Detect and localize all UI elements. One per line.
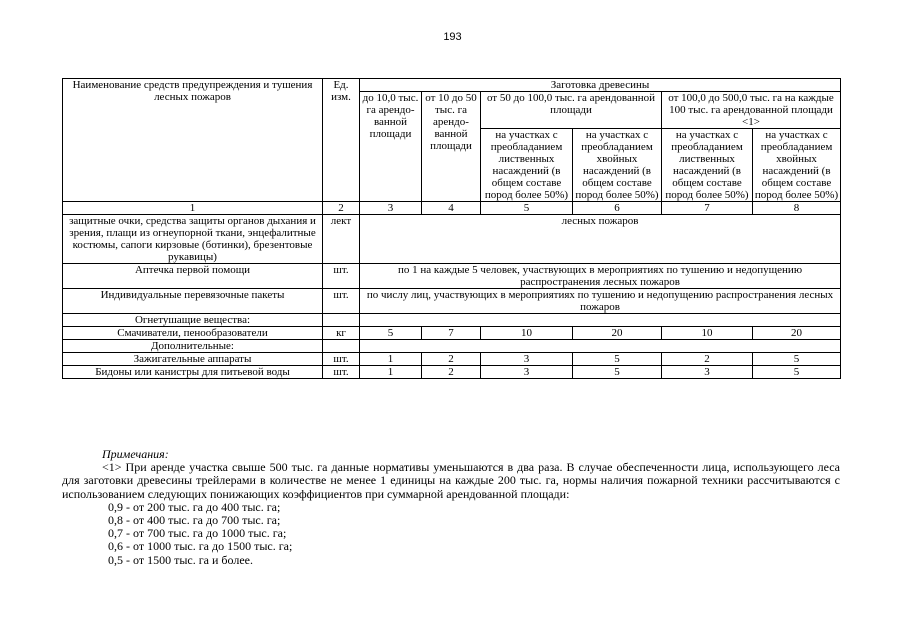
table-row: [63, 314, 841, 327]
table-row: [63, 264, 841, 289]
coefficient-item: 0,6 - от 1000 тыс. га до 1500 тыс. га;: [108, 539, 293, 554]
row-name: Зажигательные аппараты: [63, 353, 323, 366]
row-value: 2: [662, 353, 753, 366]
row-value: 2: [422, 366, 481, 379]
row-empty: [360, 314, 841, 327]
row-unit: кг: [323, 327, 360, 340]
column-number: 5: [481, 202, 573, 215]
coefficient-item: 0,9 - от 200 тыс. га до 400 тыс. га;: [108, 499, 281, 514]
column-number: 8: [753, 202, 841, 215]
row-value: 5: [753, 353, 841, 366]
fire-equipment-norms-table: [62, 78, 841, 379]
column-number: 3: [360, 202, 422, 215]
column-number: 4: [422, 202, 481, 215]
row-unit: шт.: [323, 353, 360, 366]
row-value: 1: [360, 366, 422, 379]
header-row: [63, 79, 841, 92]
row-unit: шт.: [323, 366, 360, 379]
row-name: Бидоны или канистры для питьевой воды: [63, 366, 323, 379]
page-number: 193: [443, 31, 462, 43]
row-unit: шт.: [323, 289, 360, 314]
row-unit: [323, 340, 360, 353]
notes-section: [62, 448, 840, 567]
row-span-text: по 1 на каждые 5 человек, участвующих в мероприятиях по тушению и недопущению распространения лесных пожаров: [360, 264, 841, 289]
row-value: 10: [662, 327, 753, 340]
notes-title: Примечания:: [102, 447, 169, 461]
row-value: 5: [573, 353, 662, 366]
row-value: 7: [422, 327, 481, 340]
column-number-row: [63, 202, 841, 215]
coefficient-item: 0,8 - от 400 тыс. га до 700 тыс. га;: [108, 513, 281, 528]
row-unit: [323, 314, 360, 327]
table-row: [63, 340, 841, 353]
table-row: [63, 327, 841, 340]
header-col-10to50: от 10 до 50 тыс. га арендо-ванной площади: [422, 92, 481, 202]
row-value: 5: [753, 366, 841, 379]
row-value: 10: [481, 327, 573, 340]
row-value: 20: [753, 327, 841, 340]
row-name: защитные очки, средства защиты органов дыхания и зрения, плащи из огнеупорной ткани, энцефалитные костюмы, сапоги кирзовые (ботинки), брезентовые рукавицы): [63, 215, 323, 264]
header-conif: на участках с преобладанием хвойных насаждений (в общем составе пород более 50%): [573, 129, 662, 202]
table-row: [63, 289, 841, 314]
column-number: 7: [662, 202, 753, 215]
row-unit: лект: [323, 215, 360, 264]
row-value: 2: [422, 353, 481, 366]
coefficient-item: 0,5 - от 1500 тыс. га и более.: [108, 552, 253, 567]
coefficient-item: 0,7 - от 700 тыс. га до 1000 тыс. га;: [108, 526, 287, 541]
row-value: 3: [481, 353, 573, 366]
header-name: Наименование средств предупреждения и тушения лесных пожаров: [63, 79, 323, 202]
row-name: Дополнительные:: [63, 340, 323, 353]
header-leaf: на участках с преобладанием лиственных насаждений (в общем составе пород более 50%): [481, 129, 573, 202]
row-span-text: по числу лиц, участвующих в мероприятиях по тушению и недопущению распространения лесных пожаров: [360, 289, 841, 314]
row-value: 3: [481, 366, 573, 379]
row-empty: [360, 340, 841, 353]
row-name: Аптечка первой помощи: [63, 264, 323, 289]
row-value: 20: [573, 327, 662, 340]
column-number: 6: [573, 202, 662, 215]
header-col-to10: до 10,0 тыс. га арендо-ванной площади: [360, 92, 422, 202]
column-number: 2: [323, 202, 360, 215]
table-row: [63, 215, 841, 264]
table-row: [63, 366, 841, 379]
column-number: 1: [63, 202, 323, 215]
row-span-text: лесных пожаров: [360, 215, 841, 264]
row-value: 1: [360, 353, 422, 366]
header-group-50-100: от 50 до 100,0 тыс. га арендованной площади: [481, 92, 662, 129]
row-value: 5: [573, 366, 662, 379]
table-row: [63, 353, 841, 366]
row-unit: шт.: [323, 264, 360, 289]
row-value: 3: [662, 366, 753, 379]
header-unit: Ед. изм.: [323, 79, 360, 202]
row-name: Индивидуальные перевязочные пакеты: [63, 289, 323, 314]
row-name: Смачиватели, пенообразователи: [63, 327, 323, 340]
row-value: 5: [360, 327, 422, 340]
row-name: Огнетушащие вещества:: [63, 314, 323, 327]
header-conif: на участках с преобладанием хвойных насаждений (в общем составе пород более 50%): [753, 129, 841, 202]
header-group: Заготовка древесины: [360, 79, 841, 92]
header-group-100-500: от 100,0 до 500,0 тыс. га на каждые 100 тыс. га арендованной площади <1>: [662, 92, 841, 129]
notes-text: <1> При аренде участка свыше 500 тыс. га данные нормативы уменьшаются в два раза. В случае обеспеченности лица, использующего леса для заготовки древесины трейлерами в количестве не менее 1 единицы на каждые 200 тыс. га, нормы наличия пожарной техники рассчитываются с использованием следующих понижающих коэффициентов при суммарной арендованной площади:: [62, 460, 840, 501]
header-leaf: на участках с преобладанием лиственных насаждений (в общем составе пород более 50%): [662, 129, 753, 202]
